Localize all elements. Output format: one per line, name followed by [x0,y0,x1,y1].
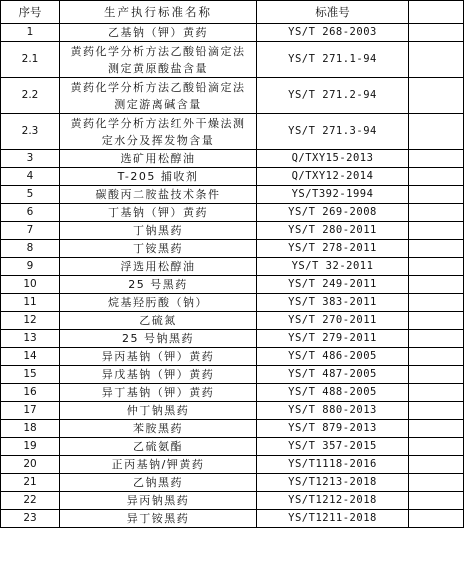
serial-number-cell: 22 [1,492,60,510]
standard-number-cell: YS/T 249-2011 [257,276,409,294]
serial-number-cell: 7 [1,222,60,240]
standard-name-cell: T-205 捕收剂 [60,168,257,186]
blank-cell [409,330,464,348]
table-row [1,258,464,276]
blank-cell [409,348,464,366]
blank-cell [409,510,464,528]
standard-name-cell: 苯胺黑药 [60,420,257,438]
standard-name-cell: 选矿用松醇油 [60,150,257,168]
standard-name-cell: 异戊基钠（钾）黄药 [60,366,257,384]
serial-number-cell: 23 [1,510,60,528]
table-row [1,474,464,492]
blank-cell [409,474,464,492]
serial-number-cell: 3 [1,150,60,168]
standard-number-cell: YS/T1211-2018 [257,510,409,528]
table-row [1,330,464,348]
standard-name-cell: 异丙钠黑药 [60,492,257,510]
serial-number-cell: 6 [1,204,60,222]
blank-cell [409,384,464,402]
table-row [1,240,464,258]
serial-number-cell: 9 [1,258,60,276]
serial-number-cell: 5 [1,186,60,204]
blank-cell [409,492,464,510]
standard-name-cell: 丁基钠（钾）黄药 [60,204,257,222]
standard-name-cell: 乙硫氮 [60,312,257,330]
standard-name-cell: 异丁铵黑药 [60,510,257,528]
table-row [1,114,464,150]
blank-cell [409,366,464,384]
blank-cell [409,276,464,294]
standard-number-cell: YS/T1213-2018 [257,474,409,492]
serial-number-cell: 2.2 [1,78,60,114]
header-blank [409,1,464,24]
standard-number-cell: YS/T 487-2005 [257,366,409,384]
table-header-row [1,1,464,24]
standard-number-cell: YS/T 271.2-94 [257,78,409,114]
standard-number-cell: YS/T 488-2005 [257,384,409,402]
standard-number-cell: YS/T1118-2016 [257,456,409,474]
table-row [1,294,464,312]
blank-cell [409,456,464,474]
blank-cell [409,294,464,312]
table-row [1,510,464,528]
standard-number-cell: Q/TXY12-2014 [257,168,409,186]
table-row [1,276,464,294]
standard-number-cell: YS/T 271.3-94 [257,114,409,150]
table-row [1,168,464,186]
standard-name-cell: 丁钠黑药 [60,222,257,240]
blank-cell [409,78,464,114]
serial-number-cell: 20 [1,456,60,474]
standard-name-cell: 仲丁钠黑药 [60,402,257,420]
serial-number-cell: 21 [1,474,60,492]
standard-name-cell: 25 号钠黑药 [60,330,257,348]
serial-number-cell: 14 [1,348,60,366]
blank-cell [409,222,464,240]
table-row [1,222,464,240]
table-row [1,312,464,330]
table-row [1,438,464,456]
table-row [1,186,464,204]
table-row [1,150,464,168]
serial-number-cell: 1 [1,24,60,42]
standard-number-cell: YS/T 279-2011 [257,330,409,348]
standard-name-cell: 黄药化学分析方法乙酸铅滴定法测定黄原酸盐含量 [60,42,257,78]
standard-name-cell: 乙硫氨酯 [60,438,257,456]
standard-name-cell: 浮选用松醇油 [60,258,257,276]
standard-number-cell: YS/T 383-2011 [257,294,409,312]
header-standard-name: 生产执行标准名称 [60,1,257,24]
standard-name-cell: 黄药化学分析方法红外干燥法测定水分及挥发物含量 [60,114,257,150]
blank-cell [409,42,464,78]
standard-name-cell: 异丙基钠（钾）黄药 [60,348,257,366]
table-row [1,366,464,384]
blank-cell [409,24,464,42]
serial-number-cell: 19 [1,438,60,456]
table-row [1,420,464,438]
serial-number-cell: 2.1 [1,42,60,78]
blank-cell [409,114,464,150]
serial-number-cell: 16 [1,384,60,402]
table-row [1,456,464,474]
header-standard-number: 标准号 [257,1,409,24]
standard-name-cell: 烷基羟肟酸（钠） [60,294,257,312]
standard-name-cell: 丁铵黑药 [60,240,257,258]
standard-number-cell: YS/T 280-2011 [257,222,409,240]
standard-name-cell: 碳酸丙二胺盐技术条件 [60,186,257,204]
table-row [1,204,464,222]
standard-number-cell: YS/T 268-2003 [257,24,409,42]
standard-number-cell: YS/T1212-2018 [257,492,409,510]
table-row [1,384,464,402]
standard-name-cell: 乙钠黑药 [60,474,257,492]
table-row [1,402,464,420]
standard-number-cell: YS/T 357-2015 [257,438,409,456]
standard-number-cell: YS/T 32-2011 [257,258,409,276]
table-row [1,78,464,114]
table-row [1,492,464,510]
blank-cell [409,168,464,186]
serial-number-cell: 8 [1,240,60,258]
blank-cell [409,240,464,258]
serial-number-cell: 2.3 [1,114,60,150]
blank-cell [409,312,464,330]
serial-number-cell: 4 [1,168,60,186]
standard-name-cell: 25 号黑药 [60,276,257,294]
standard-number-cell: YS/T 486-2005 [257,348,409,366]
standard-number-cell: YS/T 880-2013 [257,402,409,420]
serial-number-cell: 15 [1,366,60,384]
standard-number-cell: YS/T392-1994 [257,186,409,204]
serial-number-cell: 10 [1,276,60,294]
standard-number-cell: Q/TXY15-2013 [257,150,409,168]
header-serial-number: 序号 [1,1,60,24]
standard-number-cell: YS/T 271.1-94 [257,42,409,78]
blank-cell [409,420,464,438]
standard-name-cell: 异丁基钠（钾）黄药 [60,384,257,402]
standard-name-cell: 乙基钠（钾）黄药 [60,24,257,42]
serial-number-cell: 18 [1,420,60,438]
blank-cell [409,204,464,222]
standard-number-cell: YS/T 278-2011 [257,240,409,258]
table-row [1,348,464,366]
serial-number-cell: 11 [1,294,60,312]
standard-number-cell: YS/T 879-2013 [257,420,409,438]
serial-number-cell: 13 [1,330,60,348]
standard-number-cell: YS/T 269-2008 [257,204,409,222]
standard-name-cell: 正丙基钠/钾黄药 [60,456,257,474]
table-row [1,24,464,42]
standard-number-cell: YS/T 270-2011 [257,312,409,330]
serial-number-cell: 12 [1,312,60,330]
serial-number-cell: 17 [1,402,60,420]
standard-name-cell: 黄药化学分析方法乙酸铅滴定法测定游离碱含量 [60,78,257,114]
blank-cell [409,150,464,168]
table-row [1,42,464,78]
blank-cell [409,438,464,456]
blank-cell [409,258,464,276]
blank-cell [409,402,464,420]
blank-cell [409,186,464,204]
